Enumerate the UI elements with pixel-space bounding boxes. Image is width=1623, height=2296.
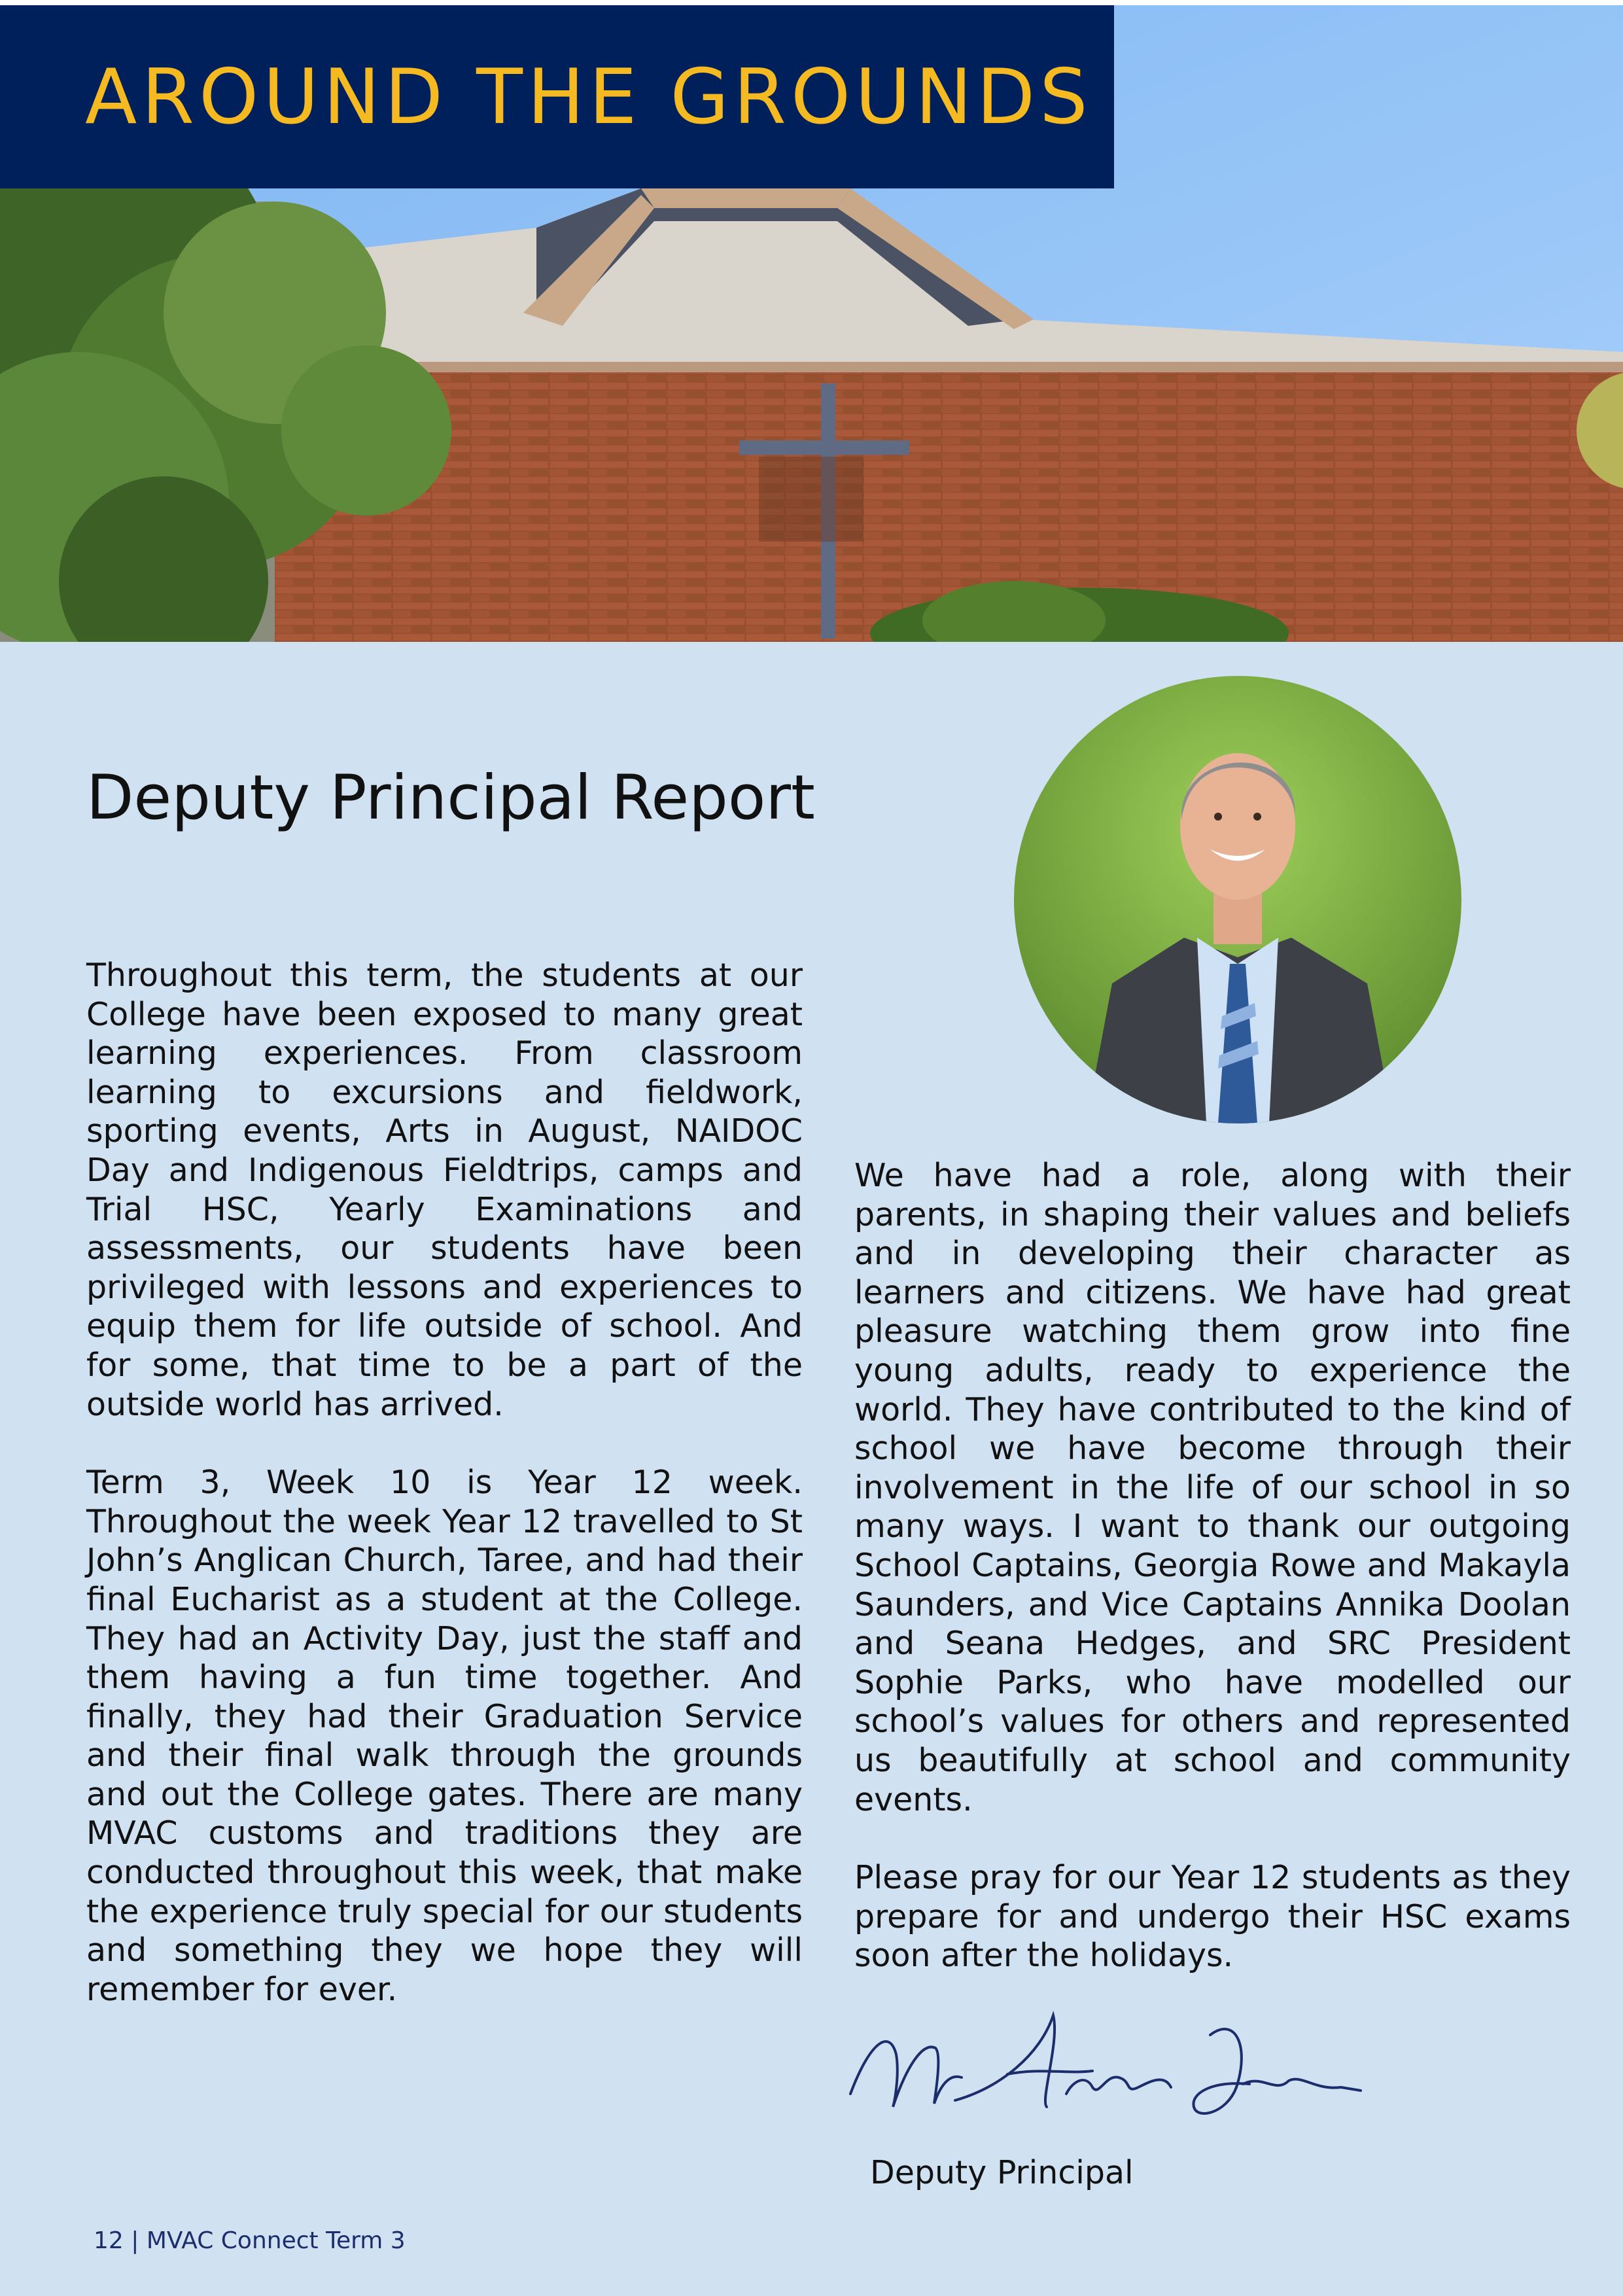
deputy-principal-portrait <box>1014 676 1461 1123</box>
report-paragraph: We have had a role, along with their parents, in shaping their values and beliefs and in developing their character as learners and citizens. We have had great pleasure watching them grow into fine young adults, ready to experience the world. They have contributed to the kind of school we have become through their involvement in the life of our school in so many ways. I want to thank our outgoing School Captains, Georgia Rowe and Makayla Saunders, and Vice Captains Annika Doolan and Seana Hedges, and SRC President Sophie Parks, who have modelled our school’s values for others and represented us beautifully at school and community events. <box>854 1157 1571 1818</box>
report-column-left <box>86 956 803 2048</box>
section-title: AROUND THE GROUNDS <box>85 52 1092 141</box>
report-paragraph: Please pray for our Year 12 students as they prepare for and undergo their HSC exams soon after the holidays. <box>854 1859 1571 1975</box>
page-footer: 12 | MVAC Connect Term 3 <box>94 2227 406 2254</box>
report-title: Deputy Principal Report <box>86 762 815 834</box>
report-paragraph: Term 3, Week 10 is Year 12 week. Throughout the week Year 12 travelled to St John’s Anglican Church, Taree, and had their final Eucharist as a student at the College. They had an Activity Day, just the staff and them having a fun time together. And finally, they had their Graduation Service and their final walk through the grounds and out the College gates. There are many MVAC customs and traditions they are conducted throughout this week, that make the experience truly special for our students and something they we hope they will remember for ever. <box>86 1464 803 2008</box>
section-title-banner <box>0 5 1114 188</box>
report-paragraph: Throughout this term, the students at our College have been exposed to many great learning experiences. From classroom learning to excursions and fieldwork, sporting events, Arts in August, NAIDOC Day and Indigenous Fieldtrips, camps and Trial HSC, Yearly Examinations and assessments, our students have been privileged with lessons and experiences to equip them for life outside of school. And for some, that time to be a part of the outside world has arrived. <box>86 957 803 1423</box>
report-column-right <box>854 1156 1571 2015</box>
top-edge-strip <box>0 0 1623 5</box>
handwritten-signature <box>844 2002 1367 2133</box>
signer-role: Deputy Principal <box>870 2154 1134 2191</box>
